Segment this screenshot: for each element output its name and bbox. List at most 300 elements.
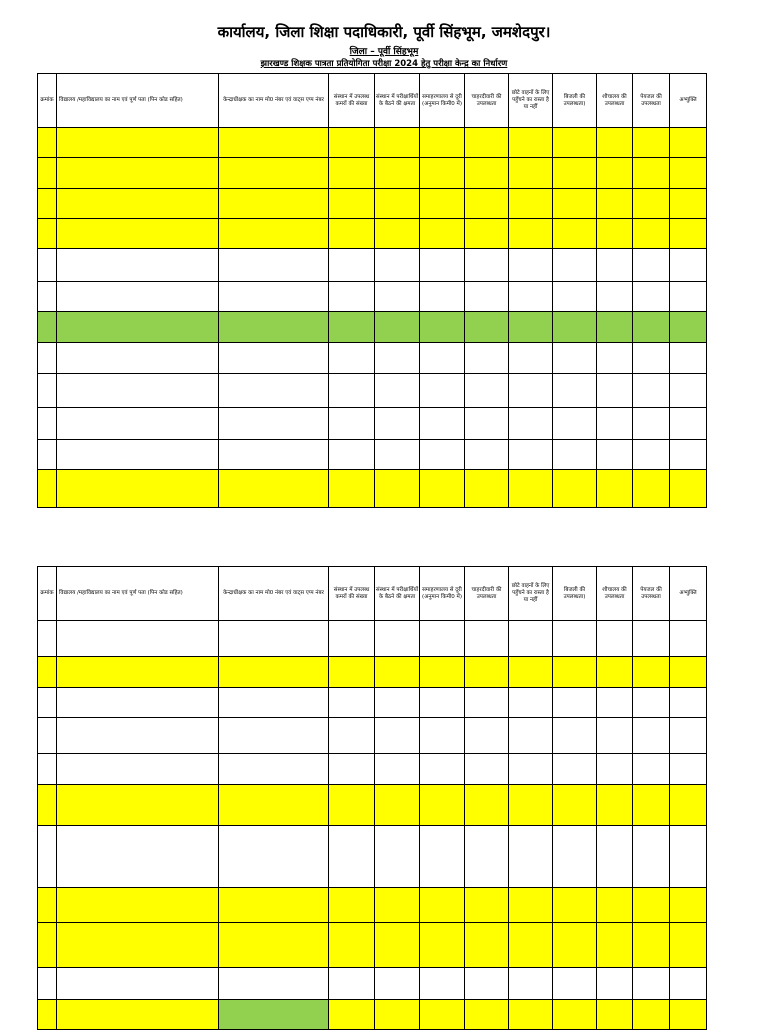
table-cell	[329, 657, 375, 688]
table-cell	[375, 470, 420, 508]
table-cell	[38, 657, 57, 688]
table-row	[38, 128, 707, 158]
table-cell	[219, 128, 329, 158]
col-toilet: शौचालय की उपलब्धता	[597, 74, 633, 128]
exam-center-table-2	[37, 566, 707, 1030]
col-remarks: अभ्युक्ति	[670, 567, 707, 621]
table-cell	[597, 249, 633, 282]
table-cell	[375, 688, 420, 718]
table-cell	[375, 343, 420, 374]
table-cell	[509, 189, 553, 219]
table-cell	[329, 470, 375, 508]
col-toilet: शौचालय की उपलब्धता	[597, 567, 633, 621]
table-cell	[375, 785, 420, 826]
col-remarks: अभ्युक्ति	[670, 74, 707, 128]
table-cell	[509, 621, 553, 657]
table-cell	[420, 128, 465, 158]
table-cell	[38, 688, 57, 718]
table-cell	[670, 374, 707, 408]
table-cell	[57, 249, 219, 282]
table-cell	[38, 968, 57, 1000]
table-cell	[465, 408, 509, 440]
table-row	[38, 282, 707, 312]
table-cell	[465, 1000, 509, 1030]
table-cell	[670, 826, 707, 888]
table-row	[38, 374, 707, 408]
col-electricity: बिजली की उपलब्धता)	[553, 567, 597, 621]
table-cell	[465, 657, 509, 688]
table-cell	[38, 754, 57, 785]
table-cell	[375, 374, 420, 408]
table-cell	[633, 189, 670, 219]
table-row	[38, 826, 707, 888]
col-capacity: संस्थान में परीक्षार्थियों के बैठने की क्षमता	[375, 74, 420, 128]
table-cell	[597, 408, 633, 440]
col-school-name: विद्यालय /महाविद्यालय का नाम एवं पूर्ण पता (पिन कोड सहित)	[57, 74, 219, 128]
table-cell	[329, 1000, 375, 1030]
table-cell	[553, 189, 597, 219]
table-cell	[57, 282, 219, 312]
table-cell	[219, 688, 329, 718]
table-cell	[57, 923, 219, 968]
table-cell	[633, 343, 670, 374]
table-cell	[509, 249, 553, 282]
table-cell	[38, 718, 57, 754]
table-cell	[465, 343, 509, 374]
table-cell	[329, 785, 375, 826]
table-cell	[597, 282, 633, 312]
table-cell	[633, 219, 670, 249]
table-cell	[509, 826, 553, 888]
header-row	[38, 567, 707, 621]
table-cell	[633, 785, 670, 826]
table-cell	[219, 785, 329, 826]
table-cell	[465, 621, 509, 657]
table-cell	[219, 621, 329, 657]
table-cell	[219, 408, 329, 440]
table-cell	[597, 343, 633, 374]
table-cell	[553, 1000, 597, 1030]
table-cell	[597, 128, 633, 158]
col-boundary-wall: चाहरदीवारी की उपलब्धता	[465, 74, 509, 128]
table-cell	[329, 718, 375, 754]
table-cell	[329, 923, 375, 968]
table-cell	[465, 688, 509, 718]
table-cell	[597, 826, 633, 888]
table-cell	[670, 219, 707, 249]
table-row	[38, 923, 707, 968]
table-cell	[57, 219, 219, 249]
table-cell	[375, 754, 420, 785]
table-cell	[375, 282, 420, 312]
col-serial: क्रमांक	[38, 567, 57, 621]
table-cell	[329, 888, 375, 923]
table-cell	[465, 128, 509, 158]
header-row	[38, 74, 707, 128]
table-cell	[670, 282, 707, 312]
table-cell	[329, 621, 375, 657]
table-cell	[219, 657, 329, 688]
table-row	[38, 158, 707, 189]
table-cell	[465, 158, 509, 189]
table-row	[38, 440, 707, 470]
col-distance: समाहरणालय से दूरी (अनुमान किमी0 में)	[420, 567, 465, 621]
col-vehicle-access: छोटे वाहनों के लिए पहुँचने का रास्ता है या नहीं	[509, 74, 553, 128]
table-cell	[329, 219, 375, 249]
table-cell	[38, 219, 57, 249]
table-cell	[420, 440, 465, 470]
table-cell	[375, 408, 420, 440]
col-electricity: बिजली की उपलब्धता)	[553, 74, 597, 128]
table-cell	[420, 688, 465, 718]
table-cell	[553, 219, 597, 249]
table-cell	[633, 968, 670, 1000]
table-cell	[219, 189, 329, 219]
table-cell	[597, 621, 633, 657]
table-cell	[670, 1000, 707, 1030]
table-cell	[670, 249, 707, 282]
table-cell	[420, 343, 465, 374]
table-cell	[465, 923, 509, 968]
table-row	[38, 249, 707, 282]
table-cell	[633, 688, 670, 718]
table-cell	[420, 785, 465, 826]
table-cell	[597, 754, 633, 785]
table-cell	[509, 968, 553, 1000]
table-cell	[633, 718, 670, 754]
table-row	[38, 621, 707, 657]
table-cell	[553, 374, 597, 408]
table-cell	[553, 826, 597, 888]
table-cell	[465, 282, 509, 312]
table-cell	[420, 754, 465, 785]
table-cell	[553, 718, 597, 754]
table-cell	[219, 282, 329, 312]
table-cell	[465, 968, 509, 1000]
table-cell	[420, 189, 465, 219]
table-cell	[553, 158, 597, 189]
table-cell	[553, 621, 597, 657]
table-cell	[509, 688, 553, 718]
table-cell	[597, 189, 633, 219]
table-cell	[57, 621, 219, 657]
table-row	[38, 657, 707, 688]
table-cell	[465, 440, 509, 470]
table-cell	[633, 754, 670, 785]
table-cell	[597, 657, 633, 688]
table-cell	[329, 343, 375, 374]
table-cell	[57, 128, 219, 158]
col-capacity: संस्थान में परीक्षार्थियों के बैठने की क्षमता	[375, 567, 420, 621]
table-cell	[509, 754, 553, 785]
table-cell	[57, 718, 219, 754]
table-cell	[38, 249, 57, 282]
table-cell	[670, 923, 707, 968]
table-cell	[420, 657, 465, 688]
table-cell	[509, 312, 553, 343]
table-cell	[509, 374, 553, 408]
table-cell	[38, 408, 57, 440]
col-drinking-water: पेयजल की उपलब्धता	[633, 74, 670, 128]
table-cell	[38, 128, 57, 158]
table-cell	[375, 888, 420, 923]
table-cell	[219, 923, 329, 968]
table-cell	[633, 249, 670, 282]
table-cell	[420, 219, 465, 249]
table-cell	[509, 158, 553, 189]
table-cell	[57, 968, 219, 1000]
table-cell	[670, 754, 707, 785]
table-cell	[553, 657, 597, 688]
table-cell	[633, 888, 670, 923]
table-cell	[57, 754, 219, 785]
table-cell	[57, 688, 219, 718]
table-cell	[597, 923, 633, 968]
table-cell	[38, 1000, 57, 1030]
table-cell	[57, 826, 219, 888]
table-cell	[509, 343, 553, 374]
table-cell	[420, 408, 465, 440]
table-row	[38, 754, 707, 785]
table-cell	[553, 408, 597, 440]
table-cell	[375, 189, 420, 219]
table-row	[38, 470, 707, 508]
table-cell	[670, 888, 707, 923]
table-cell	[509, 470, 553, 508]
table-cell	[553, 923, 597, 968]
table-cell	[465, 826, 509, 888]
table-cell	[633, 312, 670, 343]
table-cell	[670, 718, 707, 754]
table-cell	[553, 343, 597, 374]
table-cell	[633, 657, 670, 688]
col-boundary-wall: चाहरदीवारी की उपलब्धता	[465, 567, 509, 621]
table-cell	[420, 968, 465, 1000]
table-cell	[57, 440, 219, 470]
table-cell	[420, 888, 465, 923]
table-cell	[670, 312, 707, 343]
table-cell	[38, 826, 57, 888]
table-cell	[38, 785, 57, 826]
table-cell	[219, 158, 329, 189]
table-cell	[219, 1000, 329, 1030]
table-cell	[509, 785, 553, 826]
table-row	[38, 785, 707, 826]
table-cell	[553, 968, 597, 1000]
table-cell	[329, 688, 375, 718]
table-cell	[375, 158, 420, 189]
table-cell	[633, 374, 670, 408]
table-cell	[375, 968, 420, 1000]
table-cell	[38, 158, 57, 189]
table-cell	[219, 343, 329, 374]
table-cell	[375, 826, 420, 888]
table-cell	[38, 470, 57, 508]
table-cell	[509, 1000, 553, 1030]
table-cell	[329, 440, 375, 470]
table-cell	[597, 888, 633, 923]
table-cell	[670, 158, 707, 189]
district-subtitle: जिला – पूर्वी सिंहभूम	[349, 47, 419, 57]
table-cell	[633, 826, 670, 888]
table-cell	[38, 282, 57, 312]
table-cell	[57, 158, 219, 189]
table-cell	[375, 657, 420, 688]
table-cell	[420, 621, 465, 657]
table-cell	[219, 826, 329, 888]
table-cell	[553, 785, 597, 826]
table-cell	[219, 968, 329, 1000]
table-row	[38, 718, 707, 754]
table-cell	[670, 128, 707, 158]
table-cell	[465, 374, 509, 408]
table-cell	[219, 249, 329, 282]
table-cell	[57, 1000, 219, 1030]
table-cell	[509, 923, 553, 968]
table-cell	[329, 408, 375, 440]
table-cell	[509, 408, 553, 440]
table-cell	[329, 754, 375, 785]
table-cell	[375, 128, 420, 158]
table-cell	[420, 718, 465, 754]
table-cell	[375, 621, 420, 657]
table-cell	[633, 408, 670, 440]
table-cell	[670, 657, 707, 688]
table-cell	[38, 923, 57, 968]
table-cell	[597, 374, 633, 408]
table-cell	[553, 128, 597, 158]
table-cell	[509, 128, 553, 158]
table-cell	[597, 718, 633, 754]
table-cell	[375, 718, 420, 754]
table-cell	[597, 968, 633, 1000]
table-cell	[329, 374, 375, 408]
table-cell	[420, 470, 465, 508]
table-cell	[465, 470, 509, 508]
table-cell	[329, 968, 375, 1000]
table-cell	[670, 688, 707, 718]
table-cell	[553, 888, 597, 923]
table-cell	[670, 785, 707, 826]
table-cell	[597, 312, 633, 343]
table-cell	[375, 249, 420, 282]
col-serial: क्रमांक	[38, 74, 57, 128]
table-cell	[553, 282, 597, 312]
table-row	[38, 312, 707, 343]
col-drinking-water: पेयजल की उपलब्धता	[633, 567, 670, 621]
table-cell	[553, 688, 597, 718]
table-cell	[329, 826, 375, 888]
table-cell	[329, 282, 375, 312]
table-cell	[57, 189, 219, 219]
table-cell	[38, 440, 57, 470]
exam-title: झारखण्ड शिक्षक पात्रता प्रतियोगिता परीक्षा 2024 हेतु परीक्षा केन्द्र का निर्धारण	[260, 59, 508, 69]
col-rooms: संस्थान में उपलब्ध कमरों की संख्या	[329, 567, 375, 621]
table-cell	[38, 621, 57, 657]
table-cell	[633, 470, 670, 508]
col-rooms: संस्थान में उपलब्ध कमरों की संख्या	[329, 74, 375, 128]
table-cell	[509, 718, 553, 754]
table-cell	[633, 282, 670, 312]
table-cell	[57, 888, 219, 923]
table-cell	[57, 343, 219, 374]
table-cell	[219, 312, 329, 343]
table-cell	[553, 754, 597, 785]
table-cell	[375, 923, 420, 968]
table-cell	[597, 688, 633, 718]
table-cell	[465, 312, 509, 343]
table-cell	[420, 158, 465, 189]
table-cell	[465, 888, 509, 923]
table-cell	[633, 128, 670, 158]
table-cell	[329, 189, 375, 219]
table-row	[38, 1000, 707, 1030]
table-cell	[57, 657, 219, 688]
col-superintendent: केन्द्राधीक्षक का नाम मो0 नंबर एवं वाट्स एप्प नंबर	[219, 567, 329, 621]
table-cell	[670, 408, 707, 440]
table-cell	[219, 440, 329, 470]
table-cell	[633, 923, 670, 968]
table-cell	[420, 312, 465, 343]
table-cell	[329, 312, 375, 343]
table-cell	[375, 312, 420, 343]
table-cell	[670, 470, 707, 508]
table-cell	[219, 888, 329, 923]
table-cell	[597, 219, 633, 249]
table-row	[38, 189, 707, 219]
table-cell	[597, 440, 633, 470]
table-cell	[553, 249, 597, 282]
table-cell	[420, 249, 465, 282]
col-distance: समाहरणालय से दूरी (अनुमान किमी0 में)	[420, 74, 465, 128]
office-title: कार्यालय, जिला शिक्षा पदाधिकारी, पूर्वी सिंहभूम, जमशेदपुर।	[217, 23, 551, 41]
table-cell	[597, 158, 633, 189]
table-cell	[57, 470, 219, 508]
table-cell	[219, 219, 329, 249]
table-cell	[329, 158, 375, 189]
table-cell	[38, 189, 57, 219]
table-row	[38, 408, 707, 440]
table-cell	[420, 282, 465, 312]
table-cell	[420, 923, 465, 968]
table-cell	[375, 219, 420, 249]
table-cell	[420, 826, 465, 888]
table-cell	[633, 158, 670, 189]
table-cell	[219, 754, 329, 785]
table-cell	[465, 189, 509, 219]
table-row	[38, 888, 707, 923]
table-cell	[329, 249, 375, 282]
table-cell	[633, 621, 670, 657]
col-superintendent: केन्द्राधीक्षक का नाम मो0 नंबर एवं वाट्स एप्प नंबर	[219, 74, 329, 128]
table-cell	[465, 718, 509, 754]
table-cell	[38, 312, 57, 343]
table-cell	[38, 374, 57, 408]
table-cell	[420, 374, 465, 408]
table-cell	[597, 785, 633, 826]
table-cell	[38, 888, 57, 923]
table-cell	[465, 249, 509, 282]
table-cell	[465, 785, 509, 826]
table-cell	[509, 657, 553, 688]
table-cell	[57, 374, 219, 408]
table-cell	[465, 219, 509, 249]
table-cell	[670, 968, 707, 1000]
table-cell	[597, 470, 633, 508]
table-row	[38, 688, 707, 718]
table-row	[38, 219, 707, 249]
table-cell	[553, 312, 597, 343]
